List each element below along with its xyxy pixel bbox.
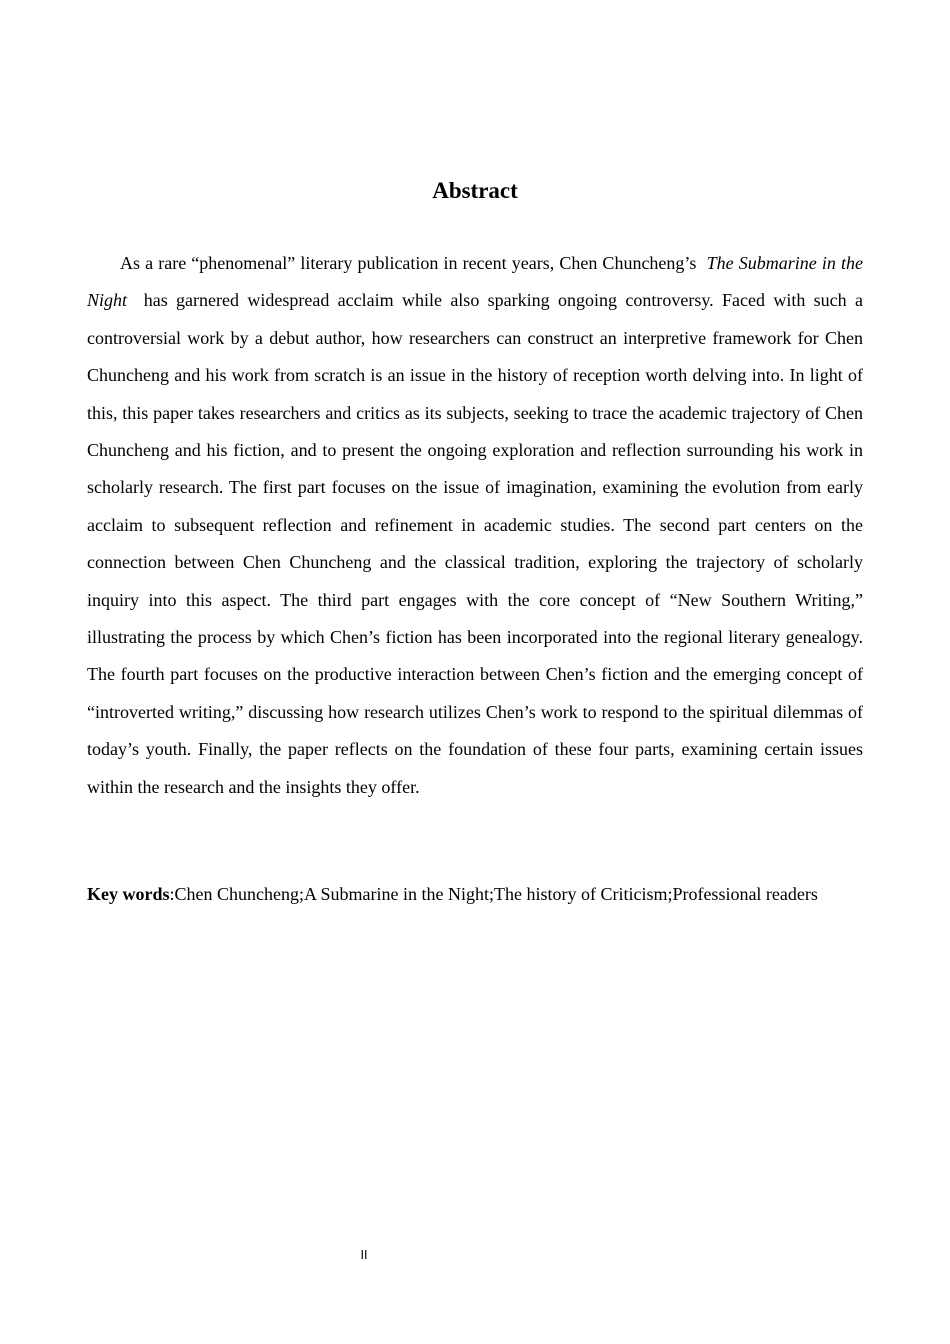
keywords-label: Key words [87, 884, 170, 904]
abstract-lead-text: As a rare “phenomenal” literary publication in recent years, Chen Chuncheng’s [120, 253, 697, 273]
abstract-title: Abstract [432, 178, 518, 204]
book-title: The Submarine in the Night [87, 253, 863, 311]
abstract-paragraph [87, 245, 863, 806]
page-number: II [360, 1248, 368, 1262]
keywords-line [87, 876, 863, 913]
abstract-body-text: has garnered widespread acclaim while also sparking ongoing controversy. Faced with such a controversial work by a debut author, how researchers can construct an interpretive framework for Chen Chuncheng and his work from scratch is an issue in the history of reception worth delving into. In light of this, this paper takes researchers and critics as its subjects, seeking to trace the academic trajectory of Chen Chuncheng and his fiction, and to present the ongoing exploration and reflection surrounding his work in scholarly research. The first part focuses on the issue of imagination, examining the evolution from early acclaim to subsequent reflection and refinement in academic studies. The second part centers on the connection between Chen Chuncheng and the classical tradition, exploring the trajectory of scholarly inquiry into this aspect. The third part engages with the core concept of “New Southern Writing,” illustrating the process by which Chen’s fiction has been incorporated into the regional literary genealogy. The fourth part focuses on the productive interaction between Chen’s fiction and the emerging concept of “introverted writing,” discussing how research utilizes Chen’s work to respond to the spiritual dilemmas of today’s youth. Finally, the paper reflects on the foundation of these four parts, examining certain issues within the research and the insights they offer. [87, 290, 864, 797]
keywords-value: :Chen Chuncheng;A Submarine in the Night;The history of Criticism;Professional readers [169, 884, 818, 904]
